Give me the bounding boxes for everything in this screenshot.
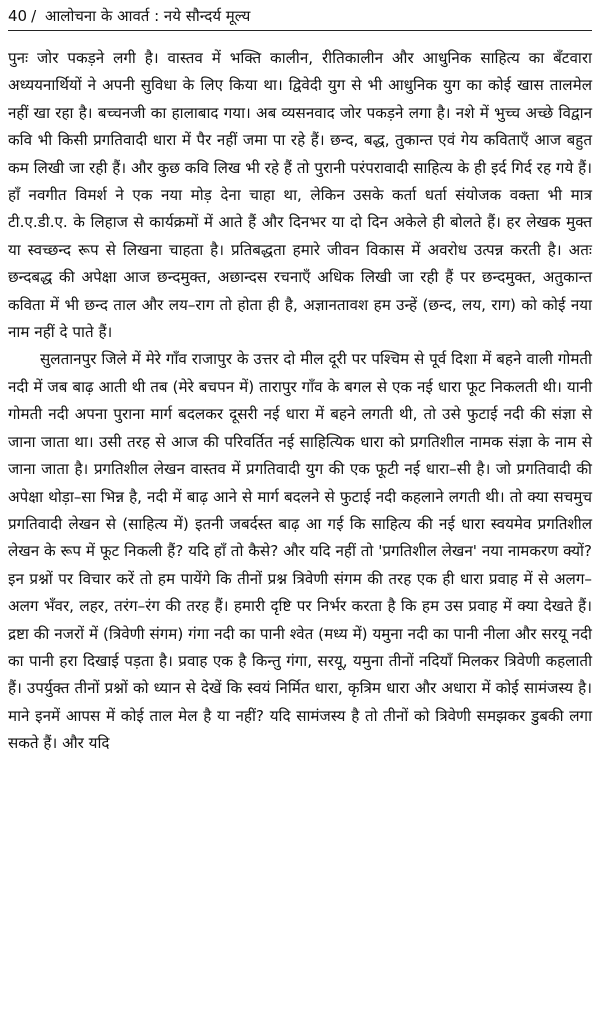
paragraph-2: सुलतानपुर जिले में मेरे गाँव राजापुर के उत्तर दो मील दूरी पर पश्चिम से पूर्व दिशा में बहने वाली गोमती नदी में जब बाढ़ आती थी तब (मेरे बचपन में) तारापुर गाँव के बगल से एक नई धारा फूट निकलती थी। यानी गोमती नदी अपना पुराना मार्ग बदलकर दूसरी नई धारा में बहने लगती थी, तो उसे फुटाई नदी की संज्ञा से जाना जाता था। उसी तरह से आज की परिवर्तित नई साहित्यिक धारा को प्रगतिशील नामक संज्ञा के नाम से जाना जाता है। प्रगतिशील लेखन वास्तव में प्रगतिवादी युग की एक फूटी नई धारा–सी है। जो प्रगतिवादी की अपेक्षा थोड़ा–सा भिन्न है, नदी में बाढ़ आने से मार्ग बदलने से फुटाई नदी कहलाने लगती थी। तो क्या सचमुच प्रगतिवादी लेखन से (साहित्य में) इतनी जबर्दस्त बाढ़ आ गई कि साहित्य की नई धारा स्वयमेव प्रगतिशील लेखन के रूप में फूट निकली हैं? यदि हाँ तो कैसे? और यदि नहीं तो 'प्रगतिशील लेखन' नया नामकरण क्यों? इन प्रश्नों पर विचार करें तो हम पायेंगे कि तीनों प्रश्न त्रिवेणी संगम की तरह एक ही धारा प्रवाह में से अलग–अलग भँवर, लहर, तरंग–रंग की तरह हैं। हमारी दृष्टि पर निर्भर करता है कि हम उस प्रवाह में क्या देखते हैं। द्रष्टा की नजरों में (त्रिवेणी संगम) गंगा नदी का पानी श्वेत (मध्य में) यमुना नदी का पानी नीला और सरयू नदी का पानी हरा दिखाई पड़ता है। प्रवाह एक है किन्तु गंगा, सरयू, यमुना तीनों नदियाँ मिलकर त्रिवेणी कहलाती हैं। उपर्युक्त तीनों प्रश्नों को ध्यान से देखें कि स्वयं निर्मित धारा, कृत्रिम धारा और अधारा में कोई सामंजस्य है। माने इनमें आपस में कोई ताल मेल है या नहीं? यदि सामंजस्य है तो तीनों को त्रिवेणी समझकर डुबकी लगा सकते हैं। और यदि — [8, 350, 592, 753]
header-separator: / — [31, 7, 37, 25]
running-header — [8, 6, 592, 31]
paragraph-1: पुनः जोर पकड़ने लगी है। वास्तव में भक्ति कालीन, रीतिकालीन और आधुनिक साहित्य का बँटवारा अध्ययनार्थियों ने अपनी सुविधा के लिए किया था। द्विवेदी युग से भी आधुनिक युग का कोई खास तालमेल नहीं खा रहा है। बच्चनजी का हालाबाद गया। अब व्यसनवाद जोर पकड़ने लगा है। नशे में भुच्च अच्छे विद्वान कवि भी किसी प्रगतिवादी धारा में पैर नहीं जमा पा रहे हैं। छन्द, बद्ध, तुकान्त एवं गेय कविताएँ आज बहुत कम लिखी जा रही हैं। और कुछ कवि लिख भी रहे हैं तो पुरानी परंपरावादी साहित्य के ही इर्द गिर्द रह गये हैं। हाँ नवगीत विमर्श ने एक नया मोड़ देना चाहा था, लेकिन उसके कर्ता धर्ता संयोजक वक्ता भी मात्र टी.ए.डी.ए. के लिहाज से कार्यक्रमों में आते हैं और दिनभर या दो दिन अकेले ही बोलते हैं। हर लेखक मुक्त या स्वच्छन्द रूप से लिखना चाहता है। प्रतिबद्धता हमारे जीवन विकास में अवरोध उत्पन्न करती है। अतः छन्दबद्ध की अपेक्षा आज छन्दमुक्त, अछान्दस रचनाएँ अधिक लिखी जा रही हैं पर छन्दमुक्त, अतुकान्त कविता में भी छन्द ताल और लय–राग तो होता ही है, अज्ञानतावश हम उन्हें (छन्द, लय, राग) को कोई नया नाम नहीं दे पाते हैं। — [8, 49, 592, 342]
page-number: 40 — [8, 7, 28, 25]
running-title: आलोचना के आवर्त : नये सौन्दर्य मूल्य — [44, 7, 251, 25]
